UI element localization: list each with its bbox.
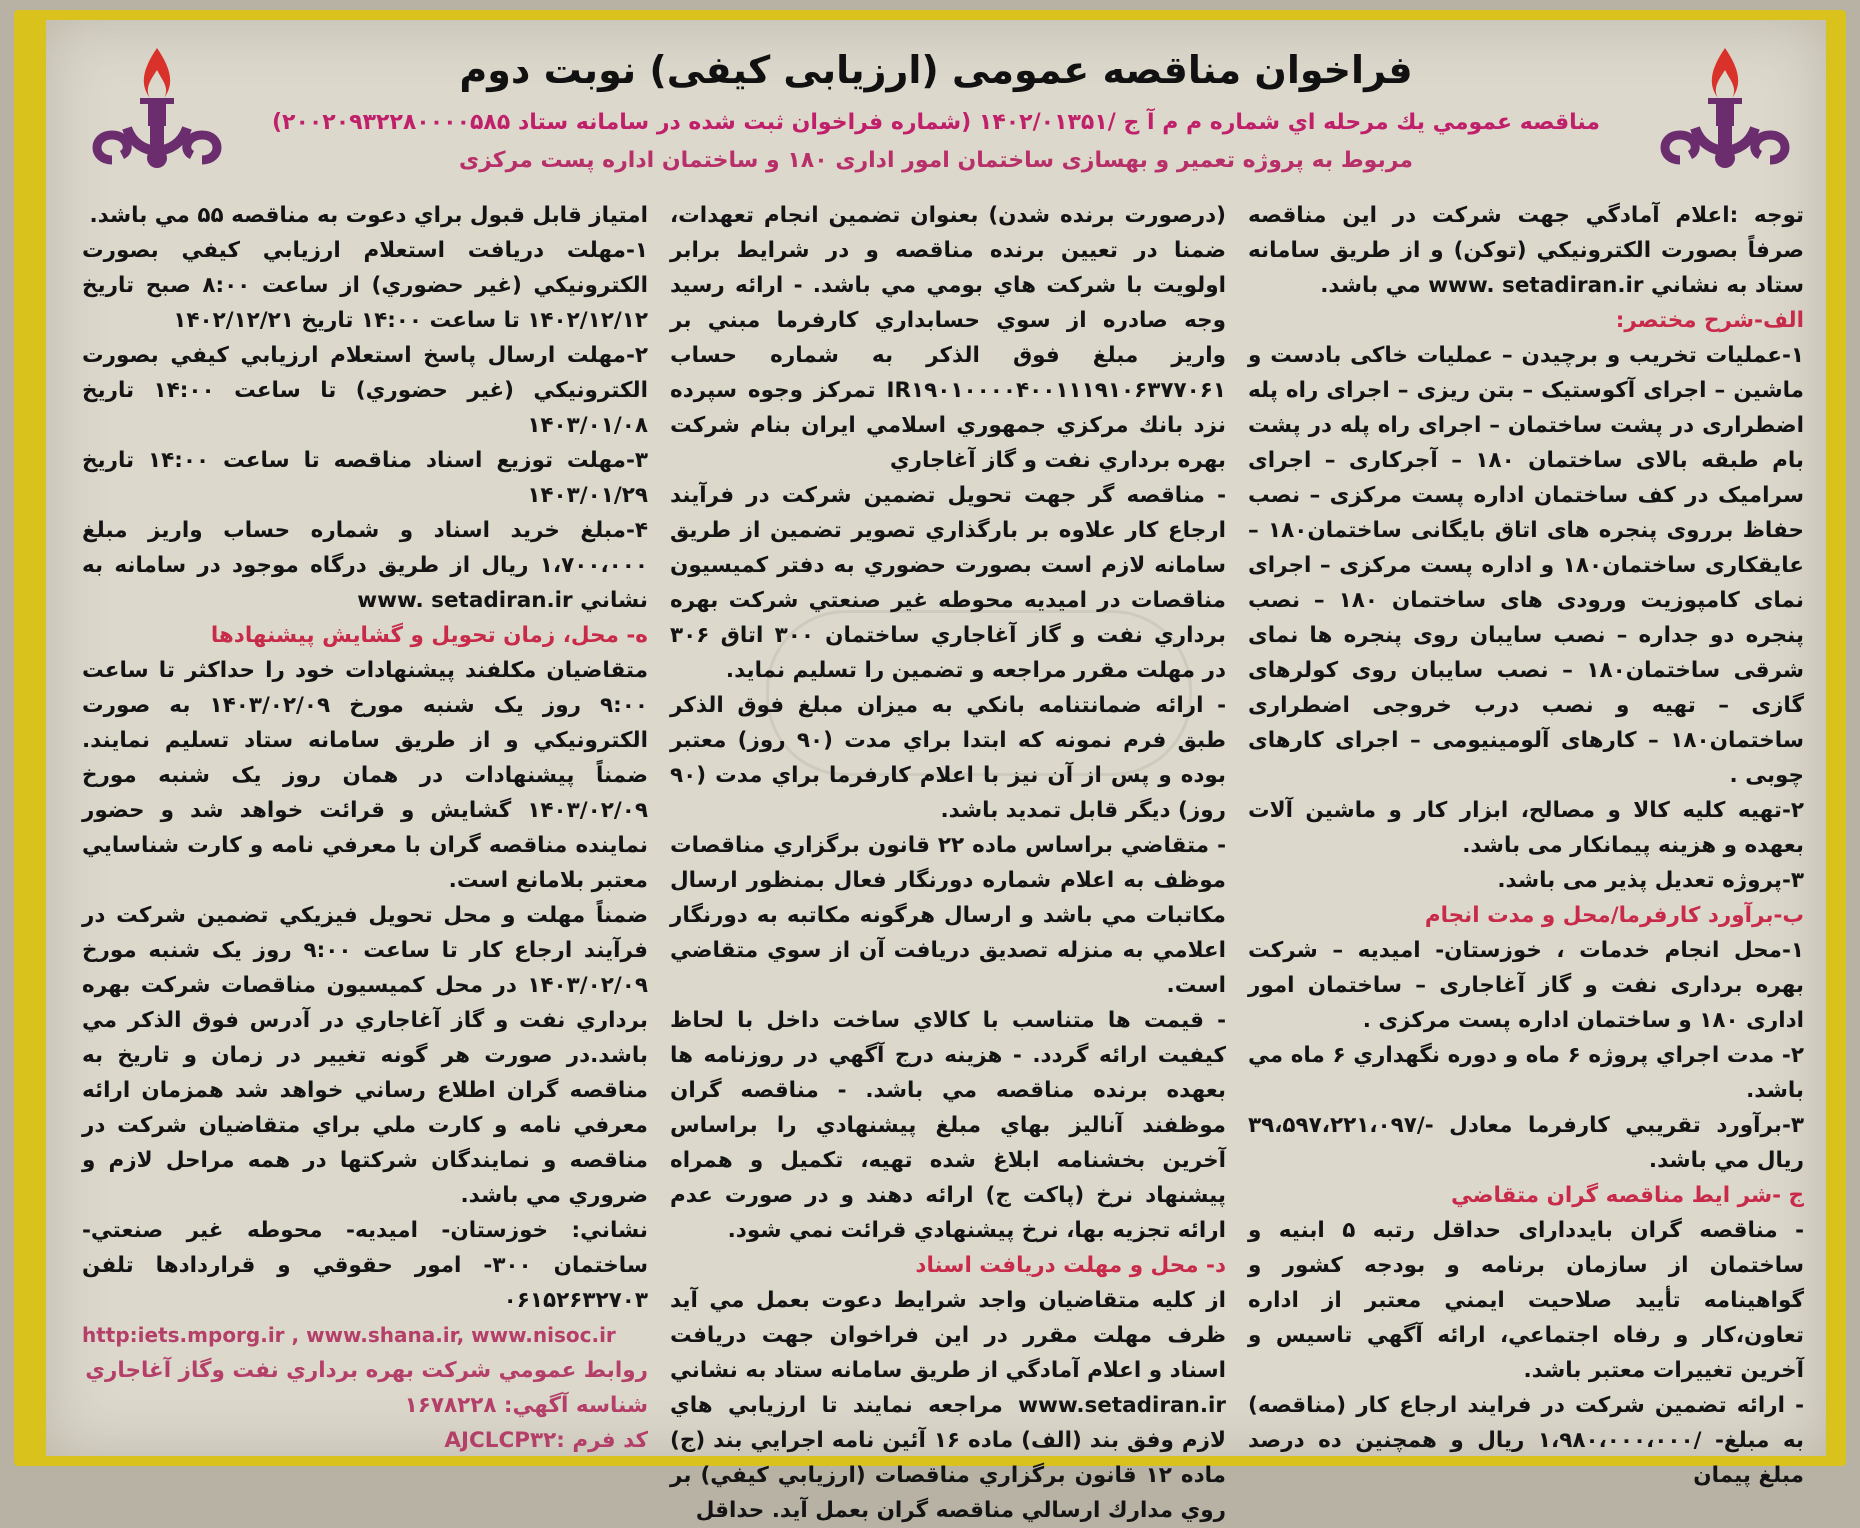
column-left [82,198,649,1453]
section-heading-e: ه- محل، زمان تحويل و گشايش پيشنهادها [210,623,648,648]
column-middle [670,198,1227,1523]
paragraph-b2: ۲- مدت اجراي پروژه ۶ ماه و دوره نگهداري ۶ ماه مي باشد. [1248,1043,1804,1103]
page-title: فراخوان مناقصه عمومی (ارزیابی کیفی) نوبت دوم [459,48,1413,92]
tender-number-line: مناقصه عمومي يك مرحله اي شماره م م آ ج /۱۴۰۲/۰۱۳۵۱ (شماره فراخوان ثبت شده در سامانه ستاد ۲۰۰۲۰۹۳۲۲۸۰۰۰۰۵۸۵) [271,110,1601,135]
paragraph-d1: از كليه متقاضيان واجد شرايط دعوت بعمل مي آيد ظرف مهلت مقرر در اين فراخوان جهت دريافت اسناد و اعلام آمادگي از طريق سامانه ستاد به نشاني www.setadiran.ir مراجعه نمايند تا ارزيابي هاي لازم وفق بند (الف) ماده ۱۶ آئين نامه اجرايي بند (ج) ماده ۱۲ قانون برگزاري مناقصات (ارزيابي كيفي) بر روي مدارك ارسالي مناقصه گران بعمل آيد. حداقل [670,1288,1226,1523]
section-heading-b: ب-برآورد كارفرما/محل و مدت انجام [1424,903,1804,928]
paragraph-m1: (درصورت برنده شدن) بعنوان تضمين انجام تعهدات، ضمنا در تعيين برنده مناقصه و در شرايط برابر اولويت با شركت هاي بومي مي باشد. - ارائه رسيد وجه صادره از سوي حسابداري كارفرما مبني بر واريز مبلغ فوق الذكر به شماره حساب IR۱۹۰۱۰۰۰۰۴۰۰۱۱۱۹۱۰۶۳۷۷۰۶۱ تمركز وجوه سپرده نزد بانك مركزي جمهوري اسلامي ايران بنام شركت بهره برداري نفت و گاز آغاجاري [670,203,1226,473]
paragraph-l3: ۳-مهلت توزيع اسناد مناقصه تا ساعت ۱۴:۰۰ تاريخ ۱۴۰۳/۰۱/۲۹ [82,448,649,508]
website-links: http:iets.mporg.ir , www.shana.ir, www.nisoc.ir [82,1323,616,1347]
section-heading-a: الف-شرح مختصر: [1615,308,1804,333]
section-heading-c: ج -شر ايط مناقصه گران متقاضي [1450,1183,1804,1208]
address-paragraph: نشاني: خوزستان- اميديه- محوطه غير صنعتي- ساختمان ۳۰۰- امور حقوقي و قراردادها تلفن ۰۶۱۵۲۶۳۲۷۰۳ [82,1218,648,1313]
paragraph-a2: ۲-تهیه کلیه کالا و مصالح، ابزار کار و ماشین آلات بعهده و هزینه پیمانکار می باشد. [1248,798,1804,858]
ad-id: شناسه آگهي: ۱۶۷۸۲۲۸ [404,1393,648,1418]
paragraph-l1: ۱-مهلت دريافت استعلام ارزيابي كيفي بصورت الكترونيكي (غير حضوري) از ساعت ۸:۰۰ صبح تاريخ ۱۴۰۲/۱۲/۱۲ تا ساعت ۱۴:۰۰ تاريخ ۱۴۰۲/۱۲/۲۱ [82,238,649,333]
column-right [1248,198,1805,1488]
form-code: كد فرم :AJCLCP۳۲ [444,1428,648,1453]
paragraph-c2: - ارائه تضمين شركت در فرايند ارجاع كار (مناقصه) به مبلغ- /۱،۹۸۰،۰۰۰،۰۰۰ ريال و همچنين ده درصد مبلغ پيمان [1248,1393,1805,1488]
paragraph-l0: امتياز قابل قبول براي دعوت به مناقصه ۵۵ مي باشد. [89,203,648,228]
yellow-border [14,10,1846,1523]
paragraph-c1: - مناقصه گران بايددارای حداقل رتبه ۵ ابنیه و ساختمان از سازمان برنامه و بودجه کشور و گواهينامه تأييد صلاحيت ايمني معتبر از اداره تعاون،كار و رفاه اجتماعي، ارائه آگهي تاسيس و آخرين تغييرات معتبر باشد. [1248,1218,1804,1383]
paragraph-m2: - مناقصه گر جهت تحویل تضمین شرکت در فرآیند ارجاع کار علاوه بر بارگذاري تصوير تضمين از طريق سامانه لازم است بصورت حضوري به دفتر كميسيون مناقصات در اميديه محوطه غير صنعتي شركت بهره برداري نفت و گاز آغاجاري ساختمان ۳۰۰ اتاق ۳۰۶ در مهلت مقرر مراجعه و تضمين را تسليم نمايد. [670,483,1226,683]
paragraph-b3: ۳-برآورد تقريبي كارفرما معادل -/۳۹،۵۹۷،۲۲۱،۰۹۷ ريال مي باشد. [1248,1113,1804,1173]
newspaper-ad [46,20,1826,1523]
section-heading-d: د- محل و مهلت دريافت اسناد [915,1253,1226,1278]
paragraph-m4: - متقاضي براساس ماده ۲۲ قانون برگزاري مناقصات موظف به اعلام شماره دورنگار فعال بمنظور ارسال مكاتبات مي باشد و ارسال هرگونه مكاتبه به دورنگار اعلامي به منزله تصديق دريافت آن از سوي متقاضي است. [670,833,1227,998]
project-description-line: مربوط به پروژه تعمیر و بهسازی ساختمان امور اداری ۱۸۰ و ساختمان اداره پست مرکزی [458,148,1414,173]
paragraph-a1: ۱-عملیات تخریب و برچیدن – عملیات خاکی بادست و ماشین – اجرای آکوستیک – بتن ریزی – اجرای راه پله اضطراری در پشت ساختمان – اجرای راه پله در پشت بام طبقه بالای ساختمان ۱۸۰ – آجرکاری – اجرای سرامیک در کف ساختمان اداره پست مرکزی – نصب حفاظ برروی پنجره های اتاق بایگانی ساختمان۱۸۰ – عایقکاری ساختمان۱۸۰ و اداره پست مرکزی – اجرای نمای کامپوزیت ورودی های ساختمان ۱۸۰ – نصب پنجره دو جداره – نصب سایبان روی پنجره ها نمای شرقی ساختمان۱۸۰ – نصب سایبان روی کولرهای گازی – تهیه و نصب درب خروجی اضطراری ساختمان۱۸۰ – کارهای آلومینیومی – اجرای کارهای چوبی . [1248,343,1804,788]
paragraph-m3: - ارائه ضمانتنامه بانكي به ميزان مبلغ فوق الذكر طبق فرم نمونه كه ابتدا براي مدت (۹۰ روز) معتبر بوده و پس از آن نيز با اعلام كارفرما براي مدت (۹۰ روز) ديگر قابل تمديد باشد. [670,693,1226,823]
paragraph-m5: - قيمت ها متناسب با كالاي ساخت داخل با لحاظ كيفيت ارائه گردد. - هزينه درج آگهي در روزنامه ها بعهده برنده مناقصه مي باشد. - مناقصه گران موظفند آناليز بهاي مبلغ پيشنهادي را براساس آخرين بخشنامه ابلاغ شده تهيه، تكميل و همراه پيشنهاد نرخ (پاكت ج) ارائه دهند و در صورت عدم ارائه تجزيه بها، نرخ پيشنهادي قرائت نمي شود. [670,1008,1226,1243]
paragraph-e2: ضمناً مهلت و محل تحويل فيزيكي تضمين شركت در فرآيند ارجاع كار تا ساعت ۹:۰۰ روز يک شنبه مورخ ۱۴۰۳/۰۲/۰۹ در محل كميسيون مناقصات شركت بهره برداري نفت و گاز آغاجاري در آدرس فوق الذكر مي باشد.در صورت هر گونه تغيير در زمان و تاريخ به مناقصه گران اطلاع رساني خواهد شد همزمان ارائه معرفي نامه و كارت ملي براي متقاضيان شركت در مناقصه و نمايندگان شركتها در همه مراحل لازم و ضروري مي باشد. [82,903,649,1208]
paragraph-a3: ۳-پروژه تعدیل پذیر می باشد. [1497,868,1804,893]
paragraph-e1: متقاضيان مكلفند پيشنهادات خود را حداكثر تا ساعت ۹:۰۰ روز يک شنبه مورخ ۱۴۰۳/۰۲/۰۹ به صورت الكترونيكي و از طريق سامانه ستاد تسليم نمايند. ضمناً پيشنهادات در همان روز يک شنبه مورخ ۱۴۰۳/۰۲/۰۹ گشايش و قرائت خواهد شد و حضور نماينده مناقصه گران با معرفي نامه و كارت شناسايي معتبر بلامانع است. [82,658,648,893]
public-relations-signature: روابط عمومي شركت بهره برداري نفت وگاز آغاجاري [85,1358,648,1383]
note-paragraph: توجه :اعلام آمادگي جهت شركت در اين مناقصه صرفاً بصورت الكترونيكي (توكن) و از طريق سامانه ستاد به نشاني www. setadiran.ir مي باشد. [1248,203,1804,298]
paragraph-b1: ۱-محل انجام خدمات ، خوزستان- امیدیه – شرکت بهره برداری نفت و گاز آغاجاری – ساختمان امور اداری ۱۸۰ و ساختمان اداره پست مرکزی . [1248,938,1804,1033]
paragraph-l4: ۴-مبلغ خريد اسناد و شماره حساب واريز مبلغ ۱،۷۰۰،۰۰۰ ريال از طريق درگاه موجود در سامانه به نشاني www. setadiran.ir [82,518,648,613]
paragraph-l2: ۲-مهلت ارسال پاسخ استعلام ارزيابي كيفي بصورت الكترونيكي (غير حضوري) تا ساعت ۱۴:۰۰ تاريخ ۱۴۰۳/۰۱/۰۸ [82,343,649,438]
